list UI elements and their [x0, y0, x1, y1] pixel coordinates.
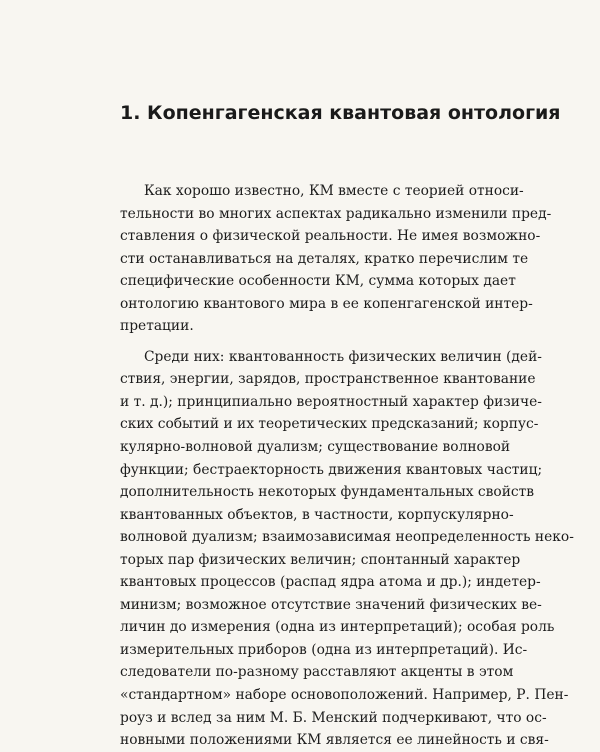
paragraph-1	[120, 180, 552, 338]
text-line: квантовых процессов (распад ядра атома и др.); индетер-	[120, 574, 541, 591]
text-line: личин до измерения (одна из интерпретаций); особая роль	[120, 619, 555, 636]
text-line: онтологию квантового мира в ее копенгагенской интер-	[120, 295, 533, 312]
text-line: кулярно-волновой дуализм; существование волновой	[120, 439, 511, 456]
paragraph-2	[120, 346, 574, 752]
text-line: волновой дуализм; взаимозависимая неопределенность неко-	[120, 529, 574, 546]
paragraph-gap	[120, 338, 502, 346]
text-line: минизм; возможное отсутствие значений физических ве-	[120, 596, 542, 613]
text-line: дополнительность некоторых фундаментальных свойств	[120, 484, 535, 501]
text-line: измерительных приборов (одна из интерпретаций). Ис-	[120, 641, 528, 658]
text-line: функции; бестраекторность движения квантовых частиц;	[120, 461, 543, 478]
text-line: претации.	[120, 318, 194, 335]
text-line: Как хорошо известно, КМ вместе с теорией относи-	[144, 183, 524, 199]
text-line: следователи по-разному расставляют акценты в этом	[120, 664, 514, 681]
text-line: новными положениями КМ является ее линейность и свя-	[120, 732, 549, 749]
text-line: ствия, энергии, зарядов, пространственное квантование	[120, 371, 536, 388]
text-line: ских событий и их теоретических предсказаний; корпус-	[120, 416, 539, 433]
text-line: «стандартном» наборе основоположений. Например, Р. Пен-	[120, 687, 569, 704]
text-line: специфические особенности КМ, сумма которых дает	[120, 273, 516, 290]
text-line: сти останавливаться на деталях, кратко перечислим те	[120, 250, 529, 267]
text-line: тельности во многих аспектах радикально изменили пред-	[120, 205, 552, 222]
text-line: роуз и вслед за ним М. Б. Менский подчеркивают, что ос-	[120, 709, 547, 726]
text-line: и т. д.); принципиально вероятностный характер физиче-	[120, 393, 542, 410]
section-heading: 1. Копенгагенская квантовая онтология	[120, 102, 561, 124]
text-line: квантованных объектов, в частности, корпускулярно-	[120, 506, 514, 523]
body-text	[120, 180, 574, 752]
text-line: Среди них: квантованность физических величин (дей-	[144, 348, 542, 365]
text-line: ставления о физической реальности. Не имея возможно-	[120, 228, 541, 245]
text-line: торых пар физических величин; спонтанный характер	[120, 551, 521, 568]
